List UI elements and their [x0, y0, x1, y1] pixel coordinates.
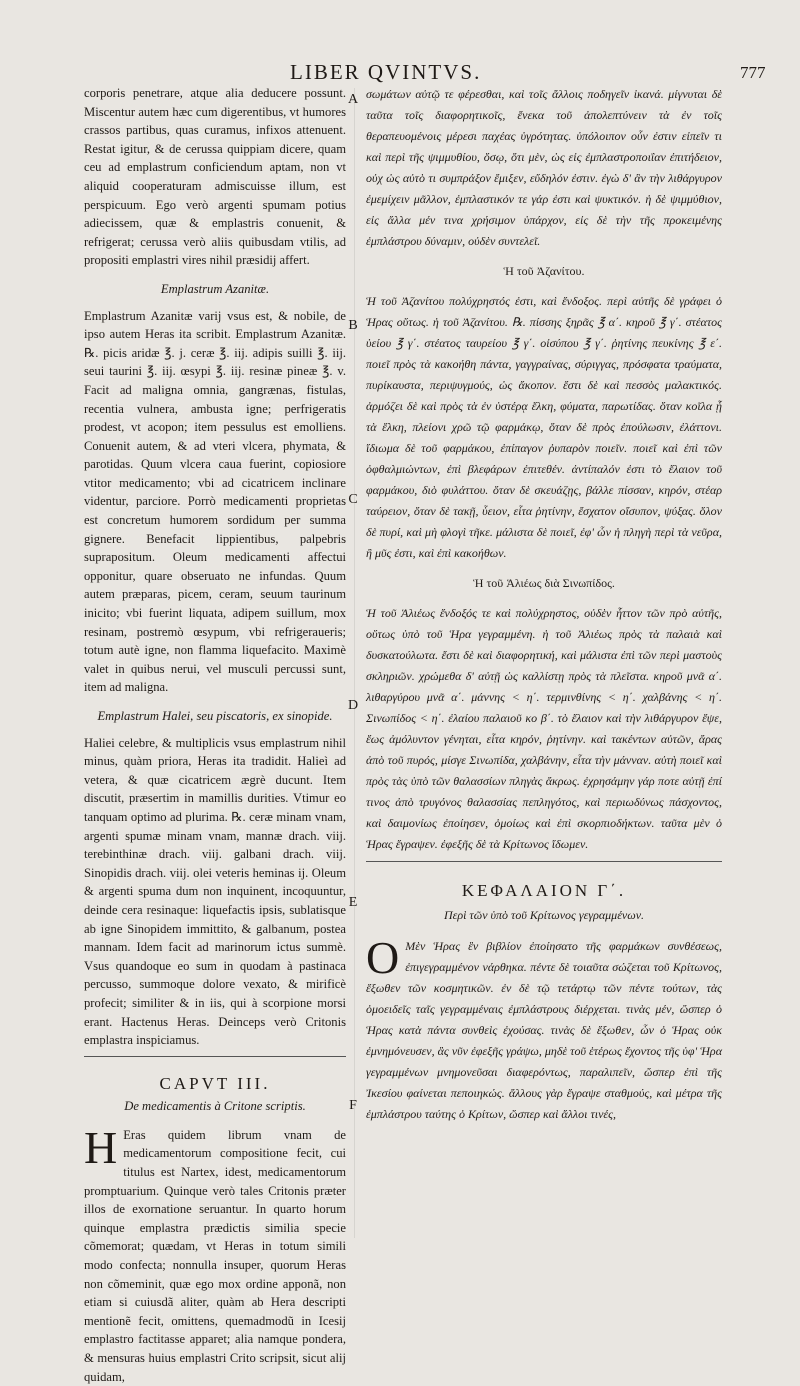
margin-letter-d: D — [347, 698, 359, 713]
margin-letter-a: A — [347, 92, 359, 107]
greek-dropcap: Ο — [366, 932, 400, 983]
greek-chapter-heading: ΚΕΦΑΛΑΙΟΝ Γ΄. — [366, 861, 722, 901]
running-head: LIBER QVINTVS. — [290, 60, 482, 84]
latin-halieus-heading: Emplastrum Halei, seu piscatoris, ex sinopide. — [97, 709, 333, 723]
greek-azanita-heading: Ἡ τοῦ Ἀζανίτου. — [503, 264, 585, 278]
margin-letter-b: B — [348, 318, 358, 333]
greek-intro-paragraph: σωμάτων αὐτῷ τε φέρεσθαι, καὶ τοῖς ἄλλοις ποδηγεῖν ἱκανά. μίγνυται δὲ ταῦτα τοῖς διαφορητικοῖς, ἕνεκα τοῦ ἀπολεπτύνειν τὰ ἐν τοῖς θεραπευομένοις μέρεσι παχέας ὑγρότητας. ὑπόλοιπον οὖν ἐστιν εἰπεῖν τι καὶ περὶ τῆς ψιμμυθίου, ὅσῳ, ὅτι μὲν, ὡς εἰς ἐμπλαστροποιΐαν ἐπιτήδειον, οὐχ ὡς αὐτὸ τι συμπράξον ἔμιξεν, εὔδηλόν ἐστιν. ἐγὼ δ' ἂν τὴν λιθάργυρον ἐμεμίχειν μᾶλλον, ἐμπλαστικόν τε γάρ ἐστι καὶ ψυκτικόν. ἡ δὲ ψιμμύθιον, εἰς ἄλλα μέν τινα χρήσιμον ὑπάρχον, εἰς δὲ τὴν τῆς προκειμένης ἐμπλάστρου δύναμιν, οὐδὲν συντελεῖ. — [366, 87, 722, 248]
latin-column — [84, 84, 346, 1386]
latin-chapter-paragraph — [84, 1121, 346, 1386]
column-divider — [354, 88, 355, 1238]
latin-azanita-heading: Emplastrum Azanitæ. — [160, 281, 270, 296]
latin-chapter-heading: CAPVT III. — [84, 1056, 346, 1094]
latin-dropcap: H — [84, 1121, 118, 1173]
greek-chapter-paragraph — [366, 932, 722, 1125]
greek-halieus-paragraph: Ἡ τοῦ Ἁλιέως ἔνδοξός τε καὶ πολύχρηστος, οὐδὲν ἧττον τῶν πρὸ αὐτῆς, οὕτως ὑπὸ τοῦ Ἡρα γεγραμμένη. ἡ τοῦ Ἁλιέως πρὸς τὰ παλαιὰ καὶ δυσκατούλωτα. ἔστι δὲ καὶ διαφορητική, καὶ μάλιστα ἐπὶ τῶν περὶ μαστοὺς σκληριῶν. χρώμεθα δ' αὐτῇ ὡς καλλίστῃ πρὸς τὰ πλεῖστα. κηροῦ μνᾶ α΄. λιθαργύρου μνᾶ α΄. μάννης < η΄. τερμινθίνης < η΄. χαλβάνης < η΄. Σινωπίδος < η΄. ἐλαίου παλαιοῦ κο β΄. τὸ ἔλαιον καὶ τὴν λιθάργυρον ἕψε, ἕως ἀμόλυντον γένηται, εἶτα κηρόν, ῥητίνην. καὶ τακέντων αὐτῶν, ἄρας ἀπὸ τοῦ πυρός, μίσγε Σινωπίδα, χαλβάνην, εἶτα τὴν μάνναν. αὐτὴ ποιεῖ καὶ πρὸς τὰς ὑπὸ τῶν θαλασσίων πληγὰς ἄκρως. ἐχρησάμην γάρ ποτε αὐτῇ ἐπί τινος ἀπὸ τρυγόνος θαλασσίας πεπληγότος, καὶ περιωδύνως πάσχοντος, καὶ δαιμονίως ἐποίησεν, ὁμοίως καὶ ἐπὶ σκορπιοδήκτων. ταῦτα μὲν ὁ Ἡρας ἔγραψεν. ἐφεξῆς δὲ τὰ Κρίτωνος ἴδωμεν. — [366, 606, 722, 851]
margin-letter-f: F — [349, 1098, 357, 1113]
greek-halieus-heading: Ἡ τοῦ Ἁλιέως διὰ Σινωπίδος. — [473, 576, 615, 590]
greek-column — [366, 84, 722, 1125]
latin-chapter-subtitle: De medicamentis à Critone scriptis. — [124, 1099, 306, 1114]
page-number: 777 — [740, 63, 766, 82]
greek-azanita-paragraph: Ἡ τοῦ Ἀζανίτου πολύχρηστός ἐστι, καὶ ἔνδοξος. περὶ αὐτῆς δὲ γράφει ὁ Ἡρας οὕτως. ἡ τοῦ Ἀζανίτου. ℞. πίσσης ξηρᾶς ℥ α΄. κηροῦ ℥ γ΄. στέατος ὑείου ℥ γ΄. στέατος ταυρείου ℥ γ΄. οἰσύπου ℥ γ΄. ῥητίνης πευκίνης ℥ ε΄. ποιεῖ πρὸς τὰ κακοήθη πάντα, γαγγραίνας, σύριγγας, πρόσφατα τραύματα, πυρίκαυστα, περιψυγμούς, ὡς ἄκοπον. ἔστι δὲ καὶ πεσσὸς μαλακτικός. ἁρμόζει δὲ καὶ πρὸς τὰ ἐν ὑστέρᾳ ἕλκη, φύματα, παρωτίδας. ὅταν κοῖλα ᾖ τὰ ἕλκη, πλείονι χρῶ τῷ φαρμάκῳ, ὅταν δὲ πρὸς ἐπούλωσιν, ἐλάττονι. ἴδιωμα δὲ τοῦ φαρμάκου, ἐπίπαγον ῥυπαρὸν ποιεῖν. ποιεῖ καὶ ἐπὶ τῶν ὀφθαλμιώντων, ἐπὶ βλεφάρων ἐπιτεθέν. ἀντίπαλόν ἐστι τὸ ἔλαιον τοῦ φαρμάκου, διὸ φυλάττου. ὅταν δὲ σκευάζῃς, βάλλε πίσσαν, κηρόν, στέαρ ταύρειον, ὅταν δὲ τακῇ, ὗειον, εἶτα ῥητίνην, ἔσχατον οἴσυπον, ψύξας. ὅλον δὲ πυρί, καὶ μὴ φλογὶ τῆκε. μάλιστα δὲ ποιεῖ, ἐφ' ὧν ἡ πληγὴ περὶ τὰ νεῦρα, ἢ μῦς ἐστι, καὶ ἐπὶ κακοήθων. — [366, 294, 722, 560]
latin-chapter-text: Eras quidem librum vnam de medicamentorum compositione fecit, cui titulus est Nartex, idest, medicamentorum promptuarium. Quinque verò tales Critonis præter illos de exornatione seruantur. In quarto horum quinque emplastra prædictis similia specie cõmemorat; quædam, vt Heras in totum simili modo confecta; nonnulla insuper, quorum Heras non cõmeminit, quæ ego mox ordine apponã, non etiam si cuiusdã aliter, quàm ab Hera descripti mentionẽ fecit, omittens, quemadmodũ in Icesij emplastro factitasse apparet; alia namque pondera, & mensuras huius emplastri Crito scripsit, sicut alij quidam, — [84, 1127, 346, 1384]
greek-chapter-subtitle: Περὶ τῶν ὑπὸ τοῦ Κρίτωνος γεγραμμένων. — [443, 908, 645, 922]
latin-azanita-paragraph: Emplastrum Azanitæ varij vsus est, & nobile, de ipso autem Heras ita scribit. Emplastrum Azanitæ. ℞. picis aridæ ℥. j. ceræ ℥. iij. adipis suilli ℥. iij. seui taurini ℥. iij. œsypi ℥. iij. resinæ pineæ ℥. v. Facit ad maligna omnia, gangrænas, fistulas, recentia vulnera, ambusta igne; perfrigeratis prodest, vt acopon; item pessulus est emolliens. Conuenit autem, & ad vteri vlcera, phymata, & parotidas. Quum vlcera caua fuerint, copiosiore vtitor medicamento; vbi ad cicatricem inclinare videntur, parciore. Porrò medicamenti proprietas est concretum humorem sordidum per summa gignere. Benefacit lippientibus, palpebris suprapositum. Oleum medicamenti affectui opponitur, quare obseruato ne infundas. Quum autem præparas, picem, ceram, seuum taurinum inicito; vbi fuerint liquata, adipem suillum, mox resinam, postremò œsypum, vbi refrigeraueris; totum autè igne, non flamma liquefacito. Maximè valet in quibus nerui, vel musculi percussi sunt, item ad maligna. — [84, 308, 346, 695]
latin-intro-paragraph: corporis penetrare, atque alia deducere possunt. Miscentur autem hæc cum digerentibus, vt humores crassos partibus, quas curamus, infixos attenuent. Restat igitur, & de cerussa quippiam dicere, quam ceu ad emplastrum conficiendum aptam, non vt aliquid cooperaturam admiscuisse illum, est perspicuum. Ego verò argenti spumam potius adiecissem, quæ & emplastris conuenit, & refrigerat; cerussa verò aliis quibusdam vtilis, ad propositi emplastri vires nihil præsidij affert. — [84, 86, 346, 268]
latin-halieus-paragraph: Haliei celebre, & multiplicis vsus emplastrum nihil minus, quàm priora, Heras ita tradidit. Halieì ad vetera, & quæ cicatricem ægrè ducunt. Item discutit, præsertim in mamillis durities. Vtimur eo tanquam optimo ad plurima. ℞. ceræ minam vnam, argenti spumæ minam vnam, mannæ drach. viij. terebinthinæ drach. viij. galbani drach. viij. Sinopidis drach. viij. olei veteris heminas ij. Oleum & argenti spuma dum non inquinent, incoquuntur, deinde cera resinaque: liquefactis ipsis, sublatisque ab igne Sinopidem immittito, & galbanum, postea mannam. Idem facit ad marinorum ictus summè. Vsus quandoque eo sum in quodam à pastinaca percusso, summoque dolore vexato, & mirificè profecit; similiter & in iis, qui à scorpione morsi erant. Hactenus Heras. Deinceps verò Critonis emplastra inspiciamus. — [84, 735, 346, 1048]
margin-letter-e: E — [348, 895, 358, 910]
margin-letter-c: C — [348, 492, 358, 507]
greek-chapter-text: Μὲν Ἡρας ἓν βιβλίον ἐποίησατο τῆς φαρμάκων συνθέσεως, ἐπιγεγραμμένον νάρθηκα. πέντε δὲ τοιαῦτα σώζεται τοῦ Κρίτωνος, ἔξωθεν τῶν κοσμητικῶν. ἐν δὲ τῷ τετάρτῳ τῶν πέντε τούτων, τὰς ὁμοειδεῖς ταῖς γεγραμμέναις ἐμπλάστρους διέρχεται. τινὰς μέν, ὥσπερ ὁ Ἡρας κατὰ πάντα συνθεὶς ἐχούσας. τινὰς δὲ ἔξωθεν, ὧν ὁ Ἡρας οὐκ ἐμνημόνευσεν, ἃς νῦν ἐφεξῆς γράψω, μηδὲ τοῦ ἑτέρως ἔχοντος τῆς ὑφ' Ἡρα γεγραμμένων μνημονεῦσαι διαφερόντως, παραλιπεῖν, ὥσπερ ἐπὶ τῆς Ἰκεσίου φαίνεται πεποιηκώς. ἄλλους γὰρ ἔγραψε σταθμούς, καὶ μέτρα τῆς ἐμπλάστρου ταύτης ὁ Κρίτων, ὥσπερ καὶ ἄλλοι τινές, — [366, 939, 722, 1121]
